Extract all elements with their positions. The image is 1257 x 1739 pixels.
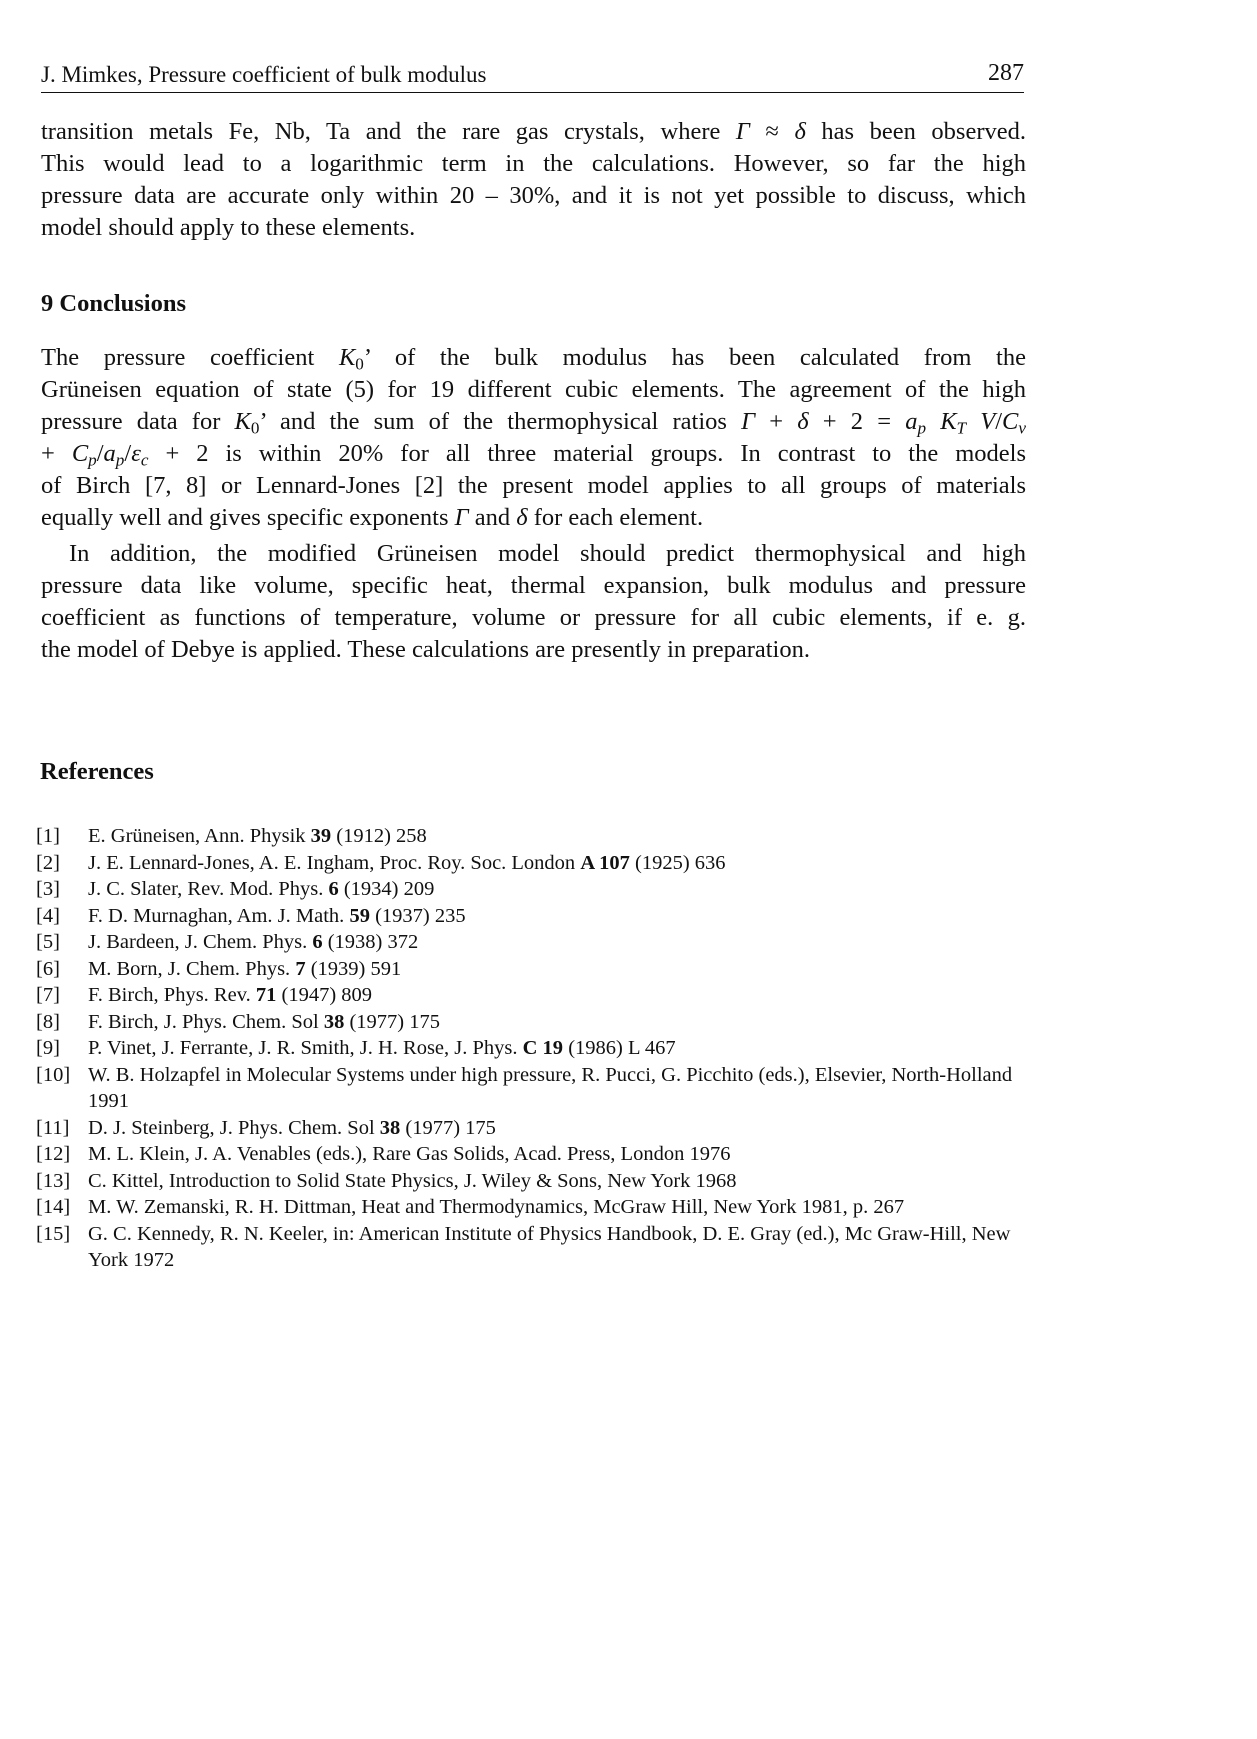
reference-item bbox=[36, 1009, 1026, 1036]
reference-item bbox=[36, 1062, 1026, 1115]
conclusions-paragraph-1 bbox=[41, 342, 1026, 534]
running-head bbox=[41, 58, 1024, 93]
reference-item bbox=[36, 1115, 1026, 1142]
reference-number: [7] bbox=[36, 984, 60, 1006]
reference-item bbox=[36, 850, 1026, 877]
reference-text: G. C. Kennedy, R. N. Keeler, in: American Institute of Physics Handbook, D. E. Gray (ed.), Mc Graw-Hill, New York 1972 bbox=[88, 1222, 1011, 1271]
reference-text: F. D. Murnaghan, Am. J. Math. 59 (1937) 235 bbox=[88, 904, 466, 927]
reference-text: M. W. Zemanski, R. H. Dittman, Heat and Thermodynamics, McGraw Hill, New York 1981, p. 267 bbox=[88, 1196, 905, 1218]
running-title: J. Mimkes, Pressure coefficient of bulk modulus bbox=[41, 62, 487, 87]
reference-number: [10] bbox=[36, 1063, 71, 1086]
reference-item bbox=[36, 956, 1026, 983]
reference-text: P. Vinet, J. Ferrante, J. R. Smith, J. H. Rose, J. Phys. C 19 (1986) L 467 bbox=[88, 1037, 676, 1059]
intro-paragraph bbox=[41, 116, 1026, 244]
text-line: pressure data are accurate only within 20 – 30%, and it is not yet possible to discuss, which bbox=[41, 182, 1026, 209]
reference-number: [3] bbox=[36, 878, 60, 900]
reference-item bbox=[36, 1221, 1026, 1274]
reference-item bbox=[36, 903, 1026, 930]
reference-text: E. Grüneisen, Ann. Physik 39 (1912) 258 bbox=[88, 825, 427, 847]
text-line-exponents: equally well and gives specific exponents Γ and δ for each element. bbox=[41, 504, 704, 531]
text-line: This would lead to a logarithmic term in the calculations. However, so far the high bbox=[41, 150, 1026, 177]
reference-item bbox=[36, 823, 1026, 850]
text-line: In addition, the modified Grüneisen model should predict thermophysical and high bbox=[69, 540, 1026, 567]
reference-number: [8] bbox=[36, 1010, 60, 1033]
text-line: coefficient as functions of temperature, volume or pressure for all cubic elements, if e. g. bbox=[41, 604, 1026, 631]
reference-text: J. C. Slater, Rev. Mod. Phys. 6 (1934) 209 bbox=[88, 878, 435, 900]
text-line-ratios: pressure data for $K_0$’ and the sum of the thermophysical ratios $\Gamma + \delta + 2 = a_p$ $K_T$ $V/C_v$ bbox=[41, 408, 1026, 438]
page-number: 287 bbox=[988, 60, 1024, 86]
reference-number: [11] bbox=[36, 1116, 70, 1139]
conclusions-paragraph-2 bbox=[41, 538, 1026, 666]
reference-text: J. E. Lennard-Jones, A. E. Ingham, Proc. Roy. Soc. London A 107 (1925) 636 bbox=[88, 851, 726, 874]
reference-number: [13] bbox=[36, 1169, 71, 1192]
text-line-k0: The pressure coefficient $K_0$’ of the bulk modulus has been calculated from the bbox=[41, 344, 1026, 374]
text-line: of Birch [7, 8] or Lennard-Jones [2] the present model applies to all groups of materials bbox=[41, 472, 1026, 499]
reference-item bbox=[36, 876, 1026, 903]
text-line: transition metals Fe, Nb, Ta and the rare gas crystals, where Γ ≈ δ has been observed. bbox=[41, 118, 1026, 145]
reference-number: [1] bbox=[36, 825, 60, 847]
reference-number: [9] bbox=[36, 1037, 60, 1059]
reference-number: [12] bbox=[36, 1143, 71, 1165]
reference-item bbox=[36, 1194, 1026, 1221]
reference-number: [5] bbox=[36, 931, 60, 953]
reference-item bbox=[36, 1168, 1026, 1195]
text-line: the model of Debye is applied. These calculations are presently in preparation. bbox=[41, 636, 810, 663]
section-heading-conclusions: 9 Conclusions bbox=[41, 290, 187, 317]
reference-number: [4] bbox=[36, 904, 60, 927]
reference-text: M. Born, J. Chem. Phys. 7 (1939) 591 bbox=[88, 957, 402, 980]
reference-number: [14] bbox=[36, 1196, 71, 1218]
reference-item bbox=[36, 982, 1026, 1009]
reference-text: F. Birch, J. Phys. Chem. Sol 38 (1977) 175 bbox=[88, 1010, 441, 1033]
reference-item bbox=[36, 1035, 1026, 1062]
reference-text: F. Birch, Phys. Rev. 71 (1947) 809 bbox=[88, 984, 373, 1006]
text-line-sum: + $C_p/a_p/\varepsilon_c + 2$ is within 20% for all three material groups. In contrast to the models bbox=[41, 440, 1026, 470]
reference-item bbox=[36, 929, 1026, 956]
reference-number: [6] bbox=[36, 957, 60, 980]
text-line: Grüneisen equation of state (5) for 19 different cubic elements. The agreement of the high bbox=[41, 376, 1026, 403]
text-line: model should apply to these elements. bbox=[41, 214, 416, 241]
reference-number: [2] bbox=[36, 851, 60, 874]
reference-text: D. J. Steinberg, J. Phys. Chem. Sol 38 (1977) 175 bbox=[88, 1116, 496, 1139]
section-heading-references: References bbox=[40, 758, 154, 785]
reference-text: M. L. Klein, J. A. Venables (eds.), Rare Gas Solids, Acad. Press, London 1976 bbox=[88, 1143, 731, 1165]
reference-item bbox=[36, 1141, 1026, 1168]
reference-text: J. Bardeen, J. Chem. Phys. 6 (1938) 372 bbox=[88, 931, 419, 953]
references-list bbox=[36, 823, 1026, 1274]
reference-number: [15] bbox=[36, 1222, 71, 1245]
reference-text: W. B. Holzapfel in Molecular Systems under high pressure, R. Pucci, G. Picchito (eds.), Elsevier, North-Holland 1991 bbox=[88, 1063, 1013, 1112]
reference-text: C. Kittel, Introduction to Solid State Physics, J. Wiley & Sons, New York 1968 bbox=[88, 1169, 737, 1192]
text-line: pressure data like volume, specific heat, thermal expansion, bulk modulus and pressure bbox=[41, 572, 1026, 599]
